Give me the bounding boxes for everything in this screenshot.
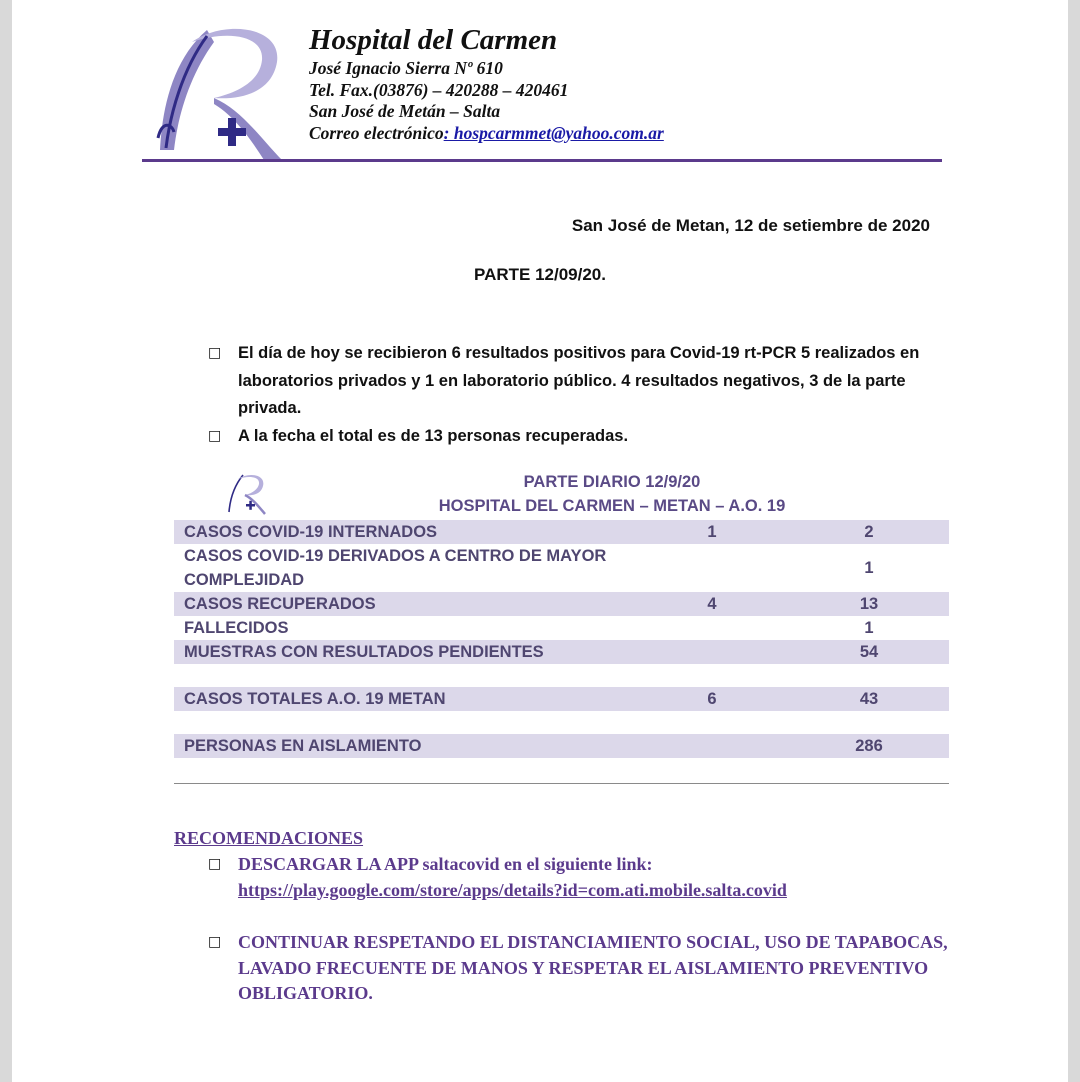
document-page: [12, 0, 1068, 1082]
bullet-box-icon: □: [208, 856, 222, 872]
letterhead: [309, 22, 664, 144]
table-row: [174, 616, 949, 640]
table-logo-icon: [226, 472, 268, 516]
bullet-box-icon: □: [208, 427, 222, 444]
row-total-value: 1: [864, 558, 874, 577]
row-total-value: 2: [864, 522, 874, 541]
app-download-link[interactable]: https://play.google.com/store/apps/details?id=com.ati.mobile.salta.covid: [238, 879, 787, 900]
bullet-text: El día de hoy se recibieron 6 resultados positivos para Covid-19 rt-PCR 5 realizados en laboratorios privados y 1 en laboratorio público. 4 resultados negativos, 3 de la parte privada.: [238, 344, 920, 417]
row-label: CASOS COVID-19 DERIVADOS A CENTRO DE MAYOR COMPLEJIDAD: [184, 547, 607, 589]
table-row: [174, 687, 949, 711]
table-title: PARTE DIARIO 12/9/20: [523, 473, 701, 491]
row-label: MUESTRAS CON RESULTADOS PENDIENTES: [184, 643, 544, 661]
table-row: [174, 520, 949, 544]
table-spacer: [174, 664, 949, 687]
row-label: CASOS COVID-19 INTERNADOS: [184, 523, 438, 541]
recommendations-heading: RECOMENDACIONES: [174, 828, 364, 848]
list-item: [208, 930, 948, 1007]
bullet-box-icon: □: [208, 934, 222, 950]
hospital-logo-icon: [152, 20, 292, 168]
date-line: San José de Metan, 12 de setiembre de 2020: [571, 216, 930, 235]
row-label: PERSONAS EN AISLAMIENTO: [184, 737, 422, 755]
table-subtitle: HOSPITAL DEL CARMEN – METAN – A.O. 19: [438, 497, 786, 515]
bullet-text: A la fecha el total es de 13 personas recuperadas.: [238, 426, 629, 445]
section-divider: [174, 783, 949, 784]
recommendation-text: CONTINUAR RESPETANDO EL DISTANCIAMIENTO SOCIAL, USO DE TAPABOCAS, LAVADO FRECUENTE DE MANOS Y RESPETAR EL AISLAMIENTO PREVENTIVO OBLIGATORIO.: [238, 932, 948, 1003]
hospital-city: San José de Metán – Salta: [309, 101, 501, 121]
list-item: [208, 340, 938, 423]
recommendation-app-text: DESCARGAR LA APP saltacovid en el siguiente link:: [238, 854, 653, 874]
row-label: CASOS TOTALES A.O. 19 METAN: [184, 690, 446, 708]
row-total-value: 54: [859, 642, 879, 661]
summary-bullets: [208, 340, 938, 450]
row-day-value: 1: [707, 522, 717, 541]
row-total-value: 1: [864, 618, 874, 637]
table-row: [174, 544, 949, 592]
row-day-value: 6: [707, 689, 717, 708]
table-spacer: [174, 711, 949, 734]
row-total-value: 43: [859, 689, 879, 708]
hospital-email-line: [309, 123, 664, 145]
row-total-value: 286: [855, 736, 883, 755]
list-item: [208, 852, 948, 903]
recommendation-text: [238, 852, 948, 903]
row-total-value: 13: [859, 594, 879, 613]
row-label: CASOS RECUPERADOS: [184, 595, 376, 613]
row-label: FALLECIDOS: [184, 619, 289, 637]
hospital-phone: Tel. Fax.(03876) – 420288 – 420461: [309, 79, 569, 100]
table-row: [174, 640, 949, 664]
letterhead-divider: [142, 159, 942, 162]
row-day-value: 4: [707, 594, 717, 613]
bullet-box-icon: □: [208, 345, 222, 361]
table-row: [174, 734, 949, 758]
table-row: [174, 592, 949, 616]
report-table: [174, 520, 949, 758]
list-item: [208, 423, 938, 451]
email-label: Correo electrónico: [309, 122, 444, 143]
parte-title: PARTE 12/09/20.: [474, 265, 606, 284]
hospital-address: José Ignacio Sierra Nº 610: [309, 58, 503, 78]
email-link[interactable]: : hospcarmmet@yahoo.com.ar: [443, 122, 664, 143]
hospital-name: Hospital del Carmen: [309, 24, 558, 56]
